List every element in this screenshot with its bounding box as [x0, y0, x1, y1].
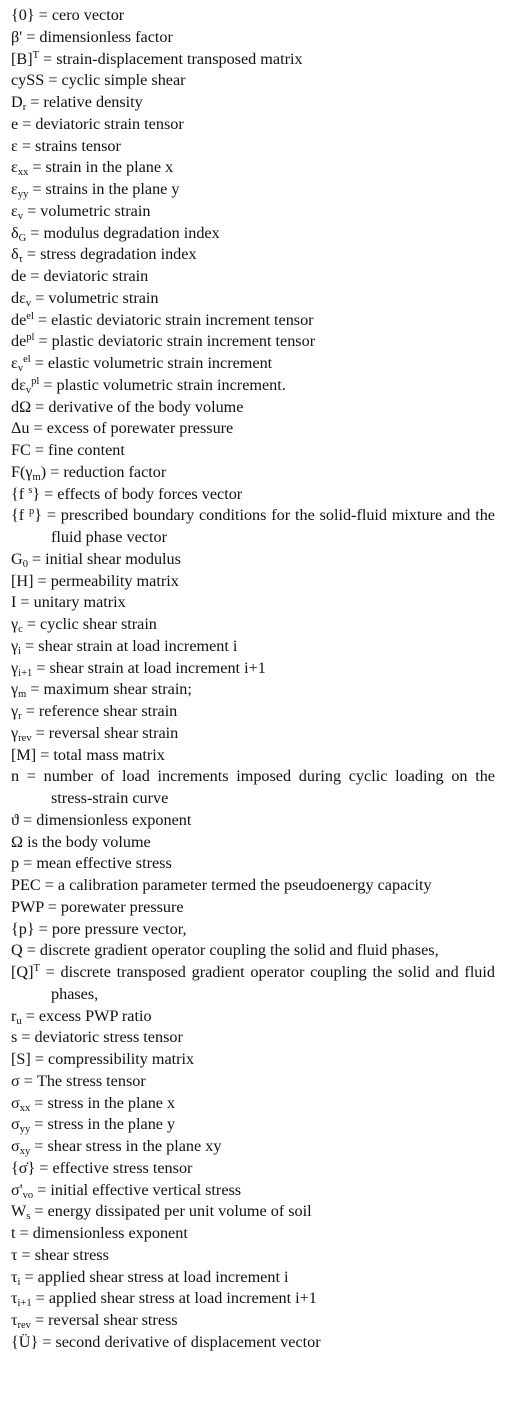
nomenclature-entry: de = deviatoric strain: [11, 267, 149, 285]
nomenclature-entry: ϑ = dimensionless exponent: [11, 810, 192, 829]
nomenclature-entry: $[B]^T$ = strain-displacement transposed matrix: [11, 49, 303, 68]
nomenclature-entry: $r_u$ = excess PWP ratio: [11, 1006, 152, 1027]
nomenclature-entry: p = mean effective stress: [11, 854, 172, 873]
nomenclature-entry: [S] = compressibility matrix: [11, 1050, 195, 1068]
nomenclature-entry: β' = dimensionless factor: [11, 27, 173, 46]
nomenclature-entry: Q = discrete gradient operator coupling the solid and fluid phases,: [11, 941, 439, 960]
nomenclature-entry: $\gamma_r$ = reference shear strain: [11, 702, 178, 722]
nomenclature-entry: $W_s$ = energy dissipated per unit volume of soil: [11, 1202, 312, 1223]
nomenclature-entry: {p} = pore pressure vector,: [11, 919, 187, 938]
nomenclature-entry: $\gamma_i$ = shear strain at load increment i: [11, 636, 238, 657]
nomenclature-entry: $D_r$ = relative density: [11, 93, 143, 113]
nomenclature-entry: σ = The stress tensor: [11, 1071, 146, 1090]
nomenclature-entry: $\tau_{rev}$ = reversal shear stress: [11, 1311, 178, 1331]
nomenclature-entry: $de^{el}$ = elastic deviatoric strain increment tensor: [11, 310, 314, 329]
nomenclature-entry: $\gamma_m$ = maximum shear strain;: [11, 680, 192, 701]
nomenclature-entry: PEC = a calibration parameter termed the pseudoenergy capacity: [11, 876, 432, 894]
nomenclature-entry: FC = fine content: [11, 441, 125, 459]
nomenclature-entry: $\varepsilon_v^{el}$ = elastic volumetric strain increment: [11, 354, 273, 374]
nomenclature-entry: $\sigma_{xx}$ = stress in the plane x: [11, 1093, 176, 1114]
nomenclature-entry: {Ü} = second derivative of displacement vector: [11, 1332, 321, 1351]
nomenclature-entry: $\delta_\tau$ = stress degradation index: [11, 245, 197, 266]
nomenclature-entry: $\delta_G$ = modulus degradation index: [11, 223, 220, 244]
nomenclature-entry: [M] = total mass matrix: [11, 745, 165, 764]
nomenclature-entry: $G_0$ = initial shear modulus: [11, 549, 181, 570]
nomenclature-entry: $\tau_{i+1}$ = applied shear stress at load increment i+1: [11, 1289, 317, 1310]
nomenclature-entry: $\varepsilon_{yy}$ = strains in the plane y: [11, 180, 180, 200]
nomenclature-entry: PWP = porewater pressure: [11, 897, 184, 916]
nomenclature-entry: $d\varepsilon_v^{pl}$ = plastic volumetric strain increment.: [11, 375, 286, 396]
nomenclature-entry: t = dimensionless exponent: [11, 1224, 188, 1242]
nomenclature-entry: $\sigma_{xy}$ = shear stress in the plane xy: [11, 1137, 222, 1157]
nomenclature-list: [11, 5, 495, 1354]
nomenclature-entry: n = number of load increments imposed during cyclic loading on the stress-strain curve: [11, 767, 495, 807]
nomenclature-entry: I = unitary matrix: [11, 593, 126, 612]
nomenclature-entry: $\sigma_{yy}$ = stress in the plane y: [11, 1115, 176, 1136]
nomenclature-entry: $\gamma_{i+1}$ = shear strain at load increment i+1: [11, 658, 266, 679]
nomenclature-entry: $\varepsilon_v$ = volumetric strain: [11, 201, 151, 222]
nomenclature-entry: s = deviatoric stress tensor: [11, 1028, 183, 1047]
nomenclature-entry: $de^{pl}$ = plastic deviatoric strain increment tensor: [11, 332, 316, 351]
nomenclature-entry: Ω is the body volume: [11, 832, 151, 851]
nomenclature-entry: $\tau_i$ = applied shear stress at load increment i: [11, 1267, 289, 1288]
nomenclature-entry: {f $^s$} = effects of body forces vector: [11, 484, 243, 503]
nomenclature-entry: τ = shear stress: [11, 1245, 109, 1264]
nomenclature-entry: $\gamma_c$ = cyclic shear strain: [11, 615, 157, 635]
nomenclature-entry: ε = strains tensor: [11, 136, 121, 155]
nomenclature-entry: [H] = permeability matrix: [11, 571, 179, 590]
nomenclature-entry: {σ̇} = effective stress tensor: [11, 1158, 193, 1177]
nomenclature-entry: $\gamma_{rev}$ = reversal shear strain: [11, 723, 179, 744]
nomenclature-entry: $[Q]^T$ = discrete transposed gradient operator coupling the solid and fluid phases,: [11, 963, 495, 1003]
nomenclature-entry: dΩ = derivative of the body volume: [11, 397, 244, 416]
nomenclature-entry: cySS = cyclic simple shear: [11, 71, 186, 90]
nomenclature-entry: $F(\gamma_m)$ = reduction factor: [11, 462, 167, 483]
nomenclature-entry: $\varepsilon_{xx}$ = strain in the plane x: [11, 158, 174, 179]
nomenclature-entry: $\sigma'_{vo}$ = initial effective vertical stress: [11, 1180, 242, 1201]
nomenclature-entry: $d\varepsilon_v$ = volumetric strain: [11, 288, 159, 309]
nomenclature-entry: {f $^p$} = prescribed boundary conditions for the solid-fluid mixture and the fluid phase vector: [11, 506, 495, 546]
nomenclature-entry: Δu = excess of porewater pressure: [11, 419, 234, 438]
nomenclature-entry: {0} = cero vector: [11, 6, 125, 24]
nomenclature-entry: e = deviatoric strain tensor: [11, 114, 184, 133]
